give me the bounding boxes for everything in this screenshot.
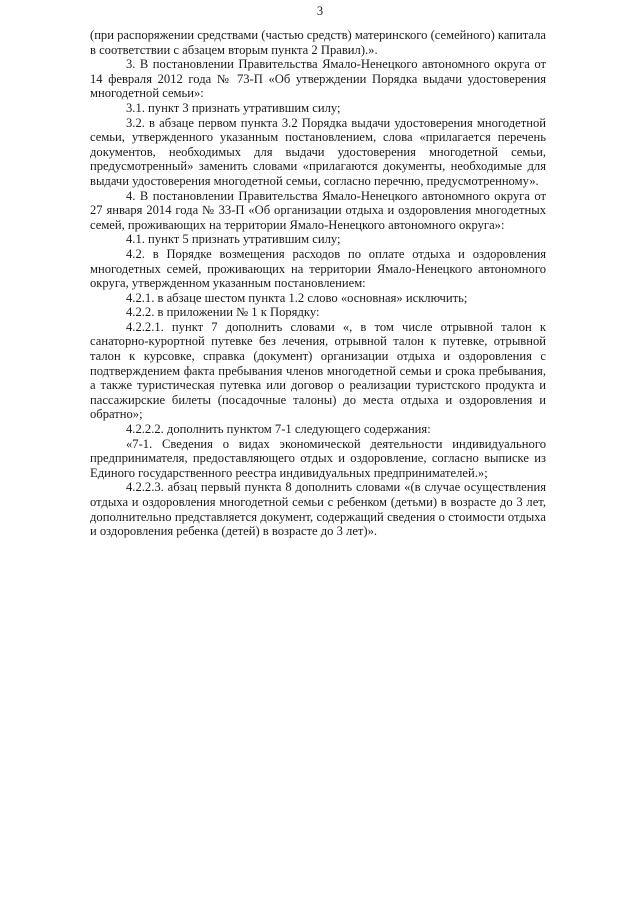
paragraph-item-3: 3. В постановлении Правительства Ямало-Ненецкого автономного округа от 14 февраля 2012 года № 73-П «Об утверждении Порядка выдачи удостоверения многодетной семьи»: — [90, 57, 546, 101]
paragraph-item-3-1: 3.1. пункт 3 признать утратившим силу; — [126, 100, 341, 115]
document-body — [90, 28, 546, 539]
paragraph-item-4-2-1: 4.2.1. в абзаце шестом пункта 1.2 слово «основная» исключить; — [126, 290, 468, 305]
paragraph-item-4-2-2: 4.2.2. в приложении № 1 к Порядку: — [126, 305, 320, 320]
paragraph-quote-7-1: «7-1. Сведения о видах экономической деятельности индивидуального предпринимателя, предоставляющего отдых и оздоровление, согласно выписке из Единого государственного реестра индивидуальных предпринимателей.»; — [90, 436, 546, 480]
paragraph-item-4-2-2-3: 4.2.2.3. абзац первый пункта 8 дополнить словами «(в случае осуществления отдыха и оздоровления многодетной семьи с ребенком (детьми) в возрасте до 3 лет, дополнительно представляется документ, содержащий сведения о стоимости отдыха и оздоровления ребенка (детей) в возрасте до 3 лет)». — [90, 480, 546, 539]
paragraph-item-3-2: 3.2. в абзаце первом пункта 3.2 Порядка выдачи удостоверения многодетной семьи, утвержденного указанным постановлением, слова «прилагается перечень документов, необходимых для выдачи удостоверения многодетной семьи, предусмотренный» заменить словами «прилагаются документы, необходимые для выдачи удостоверения многодетной семьи, согласно перечню, предусмотренному». — [90, 115, 546, 188]
paragraph-item-4-2-2-2: 4.2.2.2. дополнить пунктом 7-1 следующего содержания: — [126, 422, 431, 437]
paragraph-item-4-1: 4.1. пункт 5 признать утратившим силу; — [126, 232, 341, 247]
paragraph-continuation: (при распоряжении средствами (частью средств) материнского (семейного) капитала в соответствии с абзацем вторым пункта 2 Правил).». — [90, 28, 546, 57]
page-number: 3 — [316, 4, 324, 18]
paragraph-item-4-2: 4.2. в Порядке возмещения расходов по оплате отдыха и оздоровления многодетных семей, проживающих на территории Ямало-Ненецкого автономного округа, утвержденном указанным постановлением: — [90, 246, 546, 291]
paragraph-item-4: 4. В постановлении Правительства Ямало-Ненецкого автономного округа от 27 января 2014 года № 33-П «Об организации отдыха и оздоровления многодетных семей, проживающих на территории Ямало-Ненецкого автономного округа»: — [90, 188, 546, 232]
paragraph-item-4-2-2-1: 4.2.2.1. пункт 7 дополнить словами «, в том числе отрывной талон к санаторно-курортной путевке без лечения, отрывной талон к путевке, отрывной талон к курсовке, справка (документ) организации отдыха и оздоровления с подтверждением факта пребывания членов многодетной семьи и срока пребывания, а также туристическая путевка или договор о реализации туристского продукта и пассажирские билеты (посадочные талоны) до места отдыха и оздоровления и обратно»; — [90, 319, 546, 422]
